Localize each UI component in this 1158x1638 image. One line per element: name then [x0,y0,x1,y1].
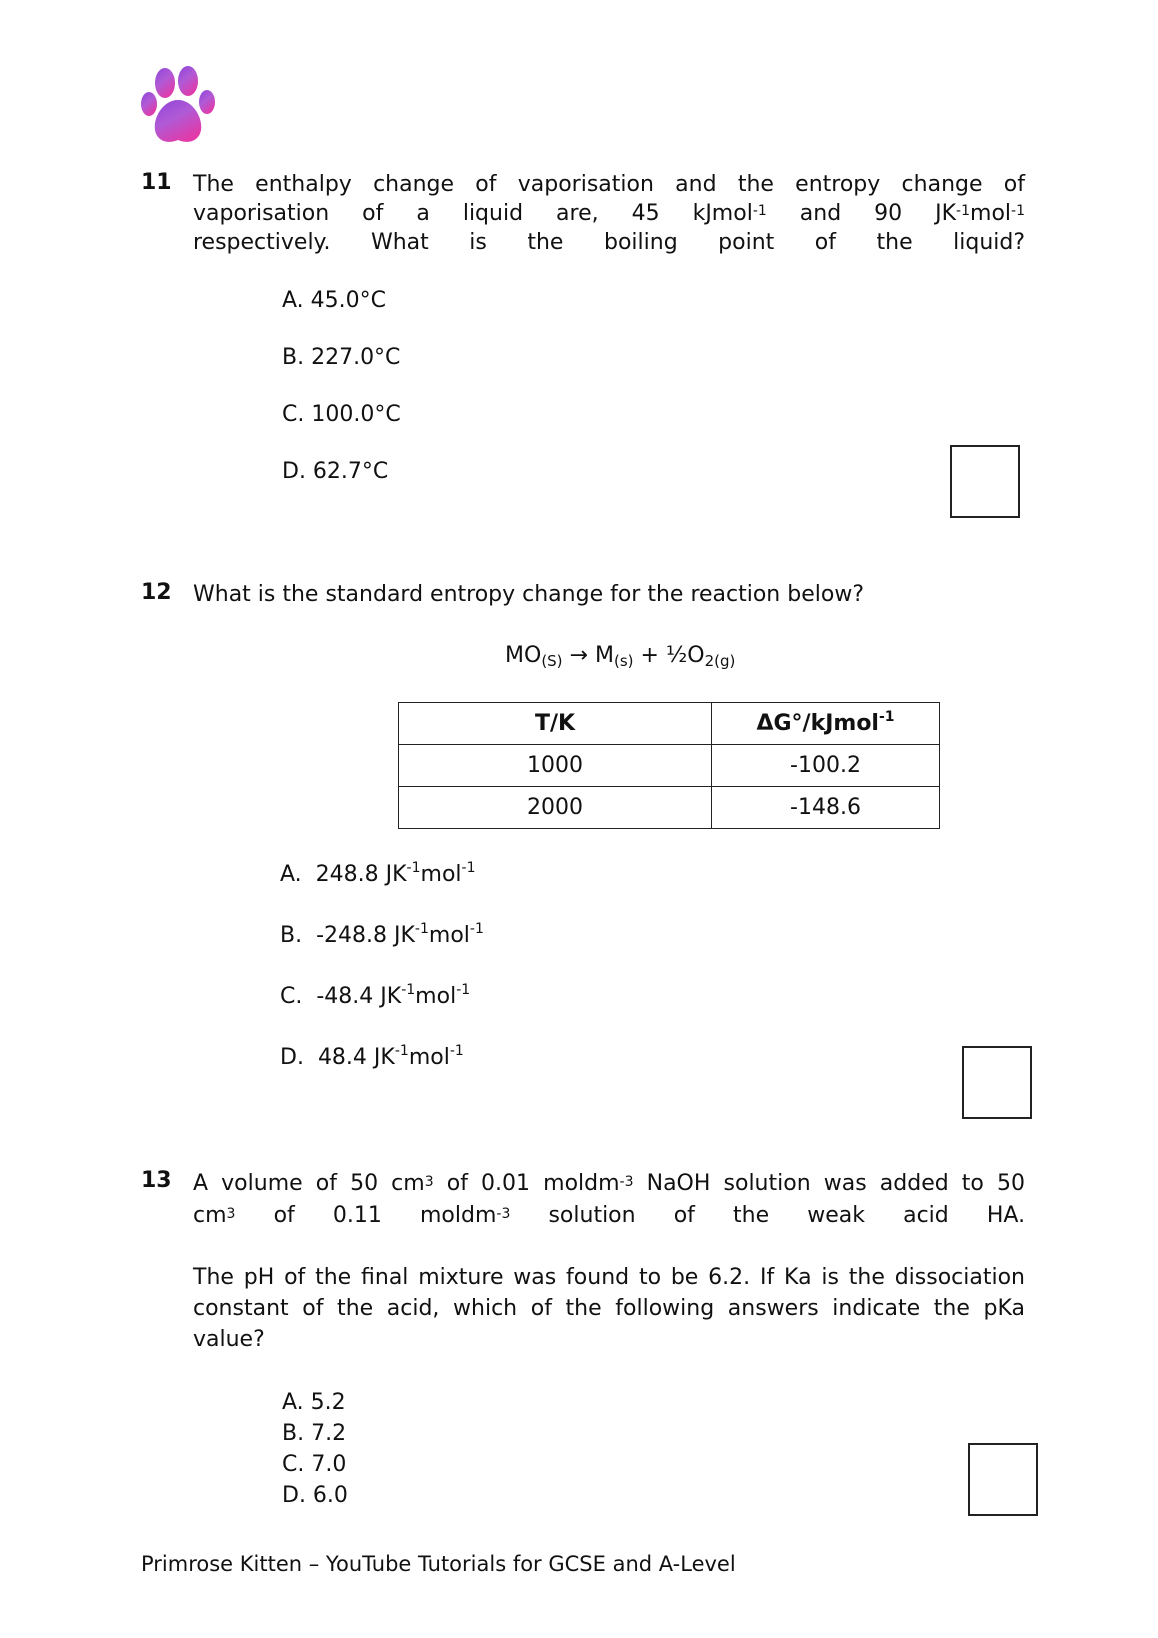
table-header-row [399,703,940,745]
question-11-text [193,170,1025,257]
table-cell: -100.2 [712,745,940,787]
question-13-line-1: A volume of 50 $cm^3$ of 0.01 moldm$^{-3}$ NaOH solution was added to 50 [193,1171,1025,1196]
question-12-answer-box[interactable] [962,1046,1032,1119]
question-11-line-1: The enthalpy change of vaporisation and the entropy change of [193,172,1025,197]
paw-print-icon [141,66,217,146]
question-11-option-d[interactable]: D. 62.7°C [282,459,389,484]
reaction-equation: $MO_{(S)} \to M_{(s)}$ + $\frac{1}{2}O_{2(g)}$ [505,643,736,670]
question-12-option-b[interactable]: B. -248.8 $JK^{-1}mol^{-1}$ [280,921,484,948]
table-cell: 1000 [399,745,712,787]
question-12-option-a[interactable]: A. 248.8 $JK^{-1}mol^{-1}$ [280,860,476,887]
question-11-answer-box[interactable] [950,445,1020,518]
logo [141,66,217,146]
question-13-option-b[interactable]: B. 7.2 [282,1421,347,1446]
question-13-option-d[interactable]: D. 6.0 [282,1483,348,1508]
question-13-option-a[interactable]: A. 5.2 [282,1390,346,1415]
question-13-line-2: $cm^3$ of 0.11 moldm$^{-3}$ solution of the weak acid HA. [193,1203,1026,1228]
question-12-text: What is the standard entropy change for the reaction below? [193,582,864,607]
table-row [399,787,940,829]
question-11-line-2: vaporisation of a liquid are, 45 kJmol$^{-1}$ and 90 $JK^{-1}mol^{-1}$ [193,201,1025,226]
question-13-number: 13 [141,1168,172,1193]
question-13-option-c[interactable]: C. 7.0 [282,1452,347,1477]
question-13-text [193,1168,1025,1232]
table-row [399,745,940,787]
question-11-option-b[interactable]: B. 227.0°C [282,345,401,370]
question-11-option-a[interactable]: A. 45.0°C [282,288,386,313]
gibbs-energy-table [398,702,940,829]
footer-text: Primrose Kitten – YouTube Tutorials for GCSE and A-Level [141,1552,736,1576]
question-12-number: 12 [141,580,172,605]
question-12-option-c[interactable]: C. -48.4 $JK^{-1}mol^{-1}$ [280,982,471,1009]
question-12-option-d[interactable]: D. 48.4 $JK^{-1}mol^{-1}$ [280,1043,464,1070]
question-13-paragraph: The pH of the final mixture was found to be 6.2. If Ka is the dissociation constant of the acid, which of the following answers indicate the pKa value? [193,1265,1025,1352]
question-13-answer-box[interactable] [968,1443,1038,1516]
question-11-option-c[interactable]: C. 100.0°C [282,402,401,427]
table-cell: 2000 [399,787,712,829]
table-header-gibbs: ΔG°/kJmol$^{-1}$ [712,703,940,745]
question-11-number: 11 [141,170,172,195]
question-11-line-3: respectively. What is the boiling point of the liquid? [193,230,1026,255]
table-cell: -148.6 [712,787,940,829]
table-header-temperature: T/K [399,703,712,745]
